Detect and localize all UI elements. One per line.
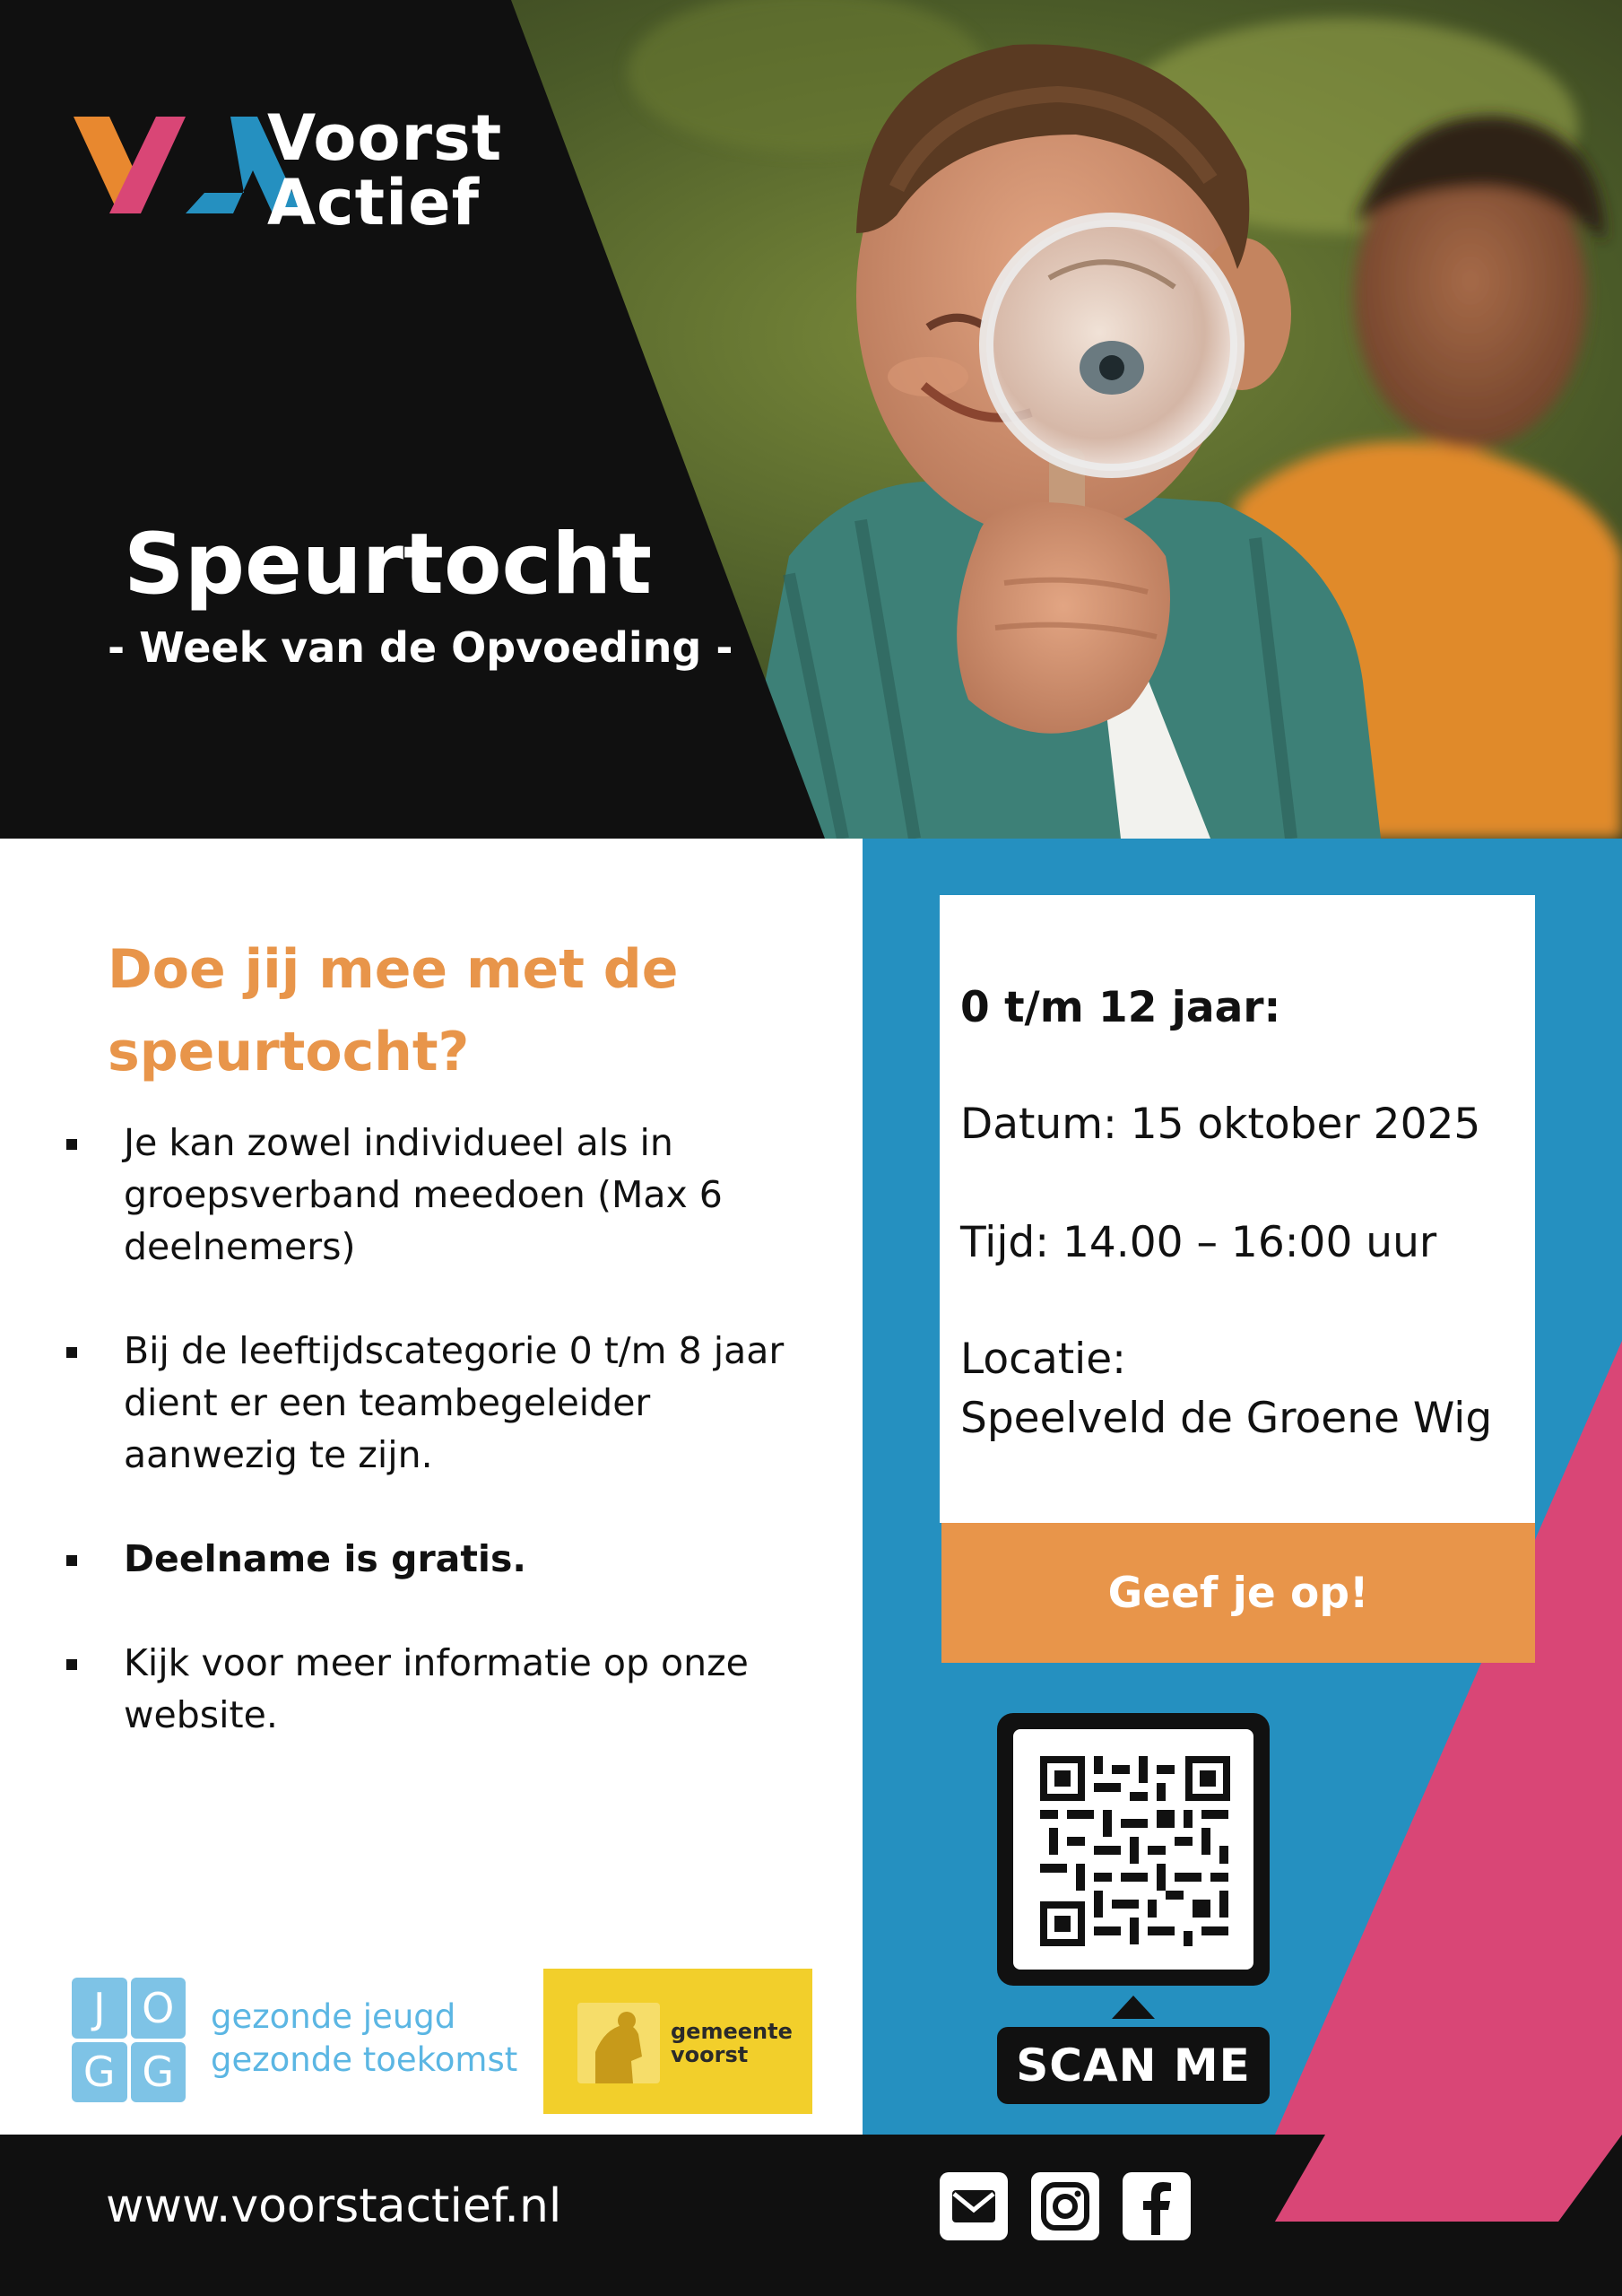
hero-banner — [0, 0, 1622, 839]
event-time: Tijd: 14.00 – 16:00 uur — [960, 1218, 1437, 1267]
bullet-item: Bij de leeftijdscategorie 0 t/m 8 jaar dient er een teambegeleider aanwezig te zijn. — [63, 1325, 816, 1481]
scan-me-pointer — [1112, 1996, 1155, 2019]
qr-code-icon — [1040, 1756, 1230, 1946]
age-range: 0 t/m 12 jaar: — [960, 983, 1281, 1032]
scan-me-label: SCAN ME — [997, 2027, 1270, 2104]
jogg-letter: J — [72, 1978, 127, 2039]
gemeente-emblem-icon — [577, 2003, 660, 2083]
event-details-card — [940, 895, 1535, 1523]
page-subtitle: - Week van de Opvoeding - — [108, 623, 733, 672]
event-date: Datum: 15 oktober 2025 — [960, 1100, 1481, 1149]
jogg-letter-grid — [72, 1978, 186, 2102]
jogg-letter: G — [131, 2042, 186, 2103]
bullet-item: Je kan zowel individueel als in groepsverband meedoen (Max 6 deelnemers) — [63, 1117, 816, 1273]
bullet-square-icon — [66, 1659, 77, 1670]
gemeente-voorst-logo — [543, 1969, 812, 2114]
event-location: Speelveld de Groene Wig — [960, 1394, 1493, 1443]
signup-button[interactable]: Geef je op! — [941, 1523, 1535, 1663]
location-label: Locatie: — [960, 1335, 1126, 1384]
qr-code[interactable] — [997, 1713, 1270, 1986]
info-bullet-list — [63, 1117, 816, 1793]
instagram-icon[interactable] — [1031, 2172, 1099, 2240]
bullet-square-icon — [66, 1347, 77, 1358]
jogg-letter: O — [131, 1978, 186, 2039]
logo-line-1: Voorst — [267, 101, 503, 175]
bullet-square-icon — [66, 1555, 77, 1566]
jogg-tagline: gezonde jeugd gezonde toekomst — [211, 1997, 518, 2079]
bullet-item: Kijk voor meer informatie op onze website. — [63, 1637, 816, 1741]
facebook-icon[interactable] — [1123, 2172, 1191, 2240]
bullet-square-icon — [66, 1139, 77, 1150]
bullet-item: Deelname is gratis. — [63, 1533, 816, 1585]
jogg-logo — [72, 1978, 520, 2103]
page-title: Speurtocht — [124, 516, 653, 613]
intro-heading: Doe jij mee met de speurtocht? — [108, 938, 679, 1083]
jogg-letter: G — [72, 2042, 127, 2103]
mail-icon[interactable] — [940, 2172, 1008, 2240]
logo-wordmark — [267, 101, 503, 239]
logo-line-2: Actief — [267, 166, 481, 239]
website-link[interactable]: www.voorstactief.nl — [106, 2179, 562, 2233]
gemeente-wordmark: gemeente voorst — [671, 2019, 793, 2067]
